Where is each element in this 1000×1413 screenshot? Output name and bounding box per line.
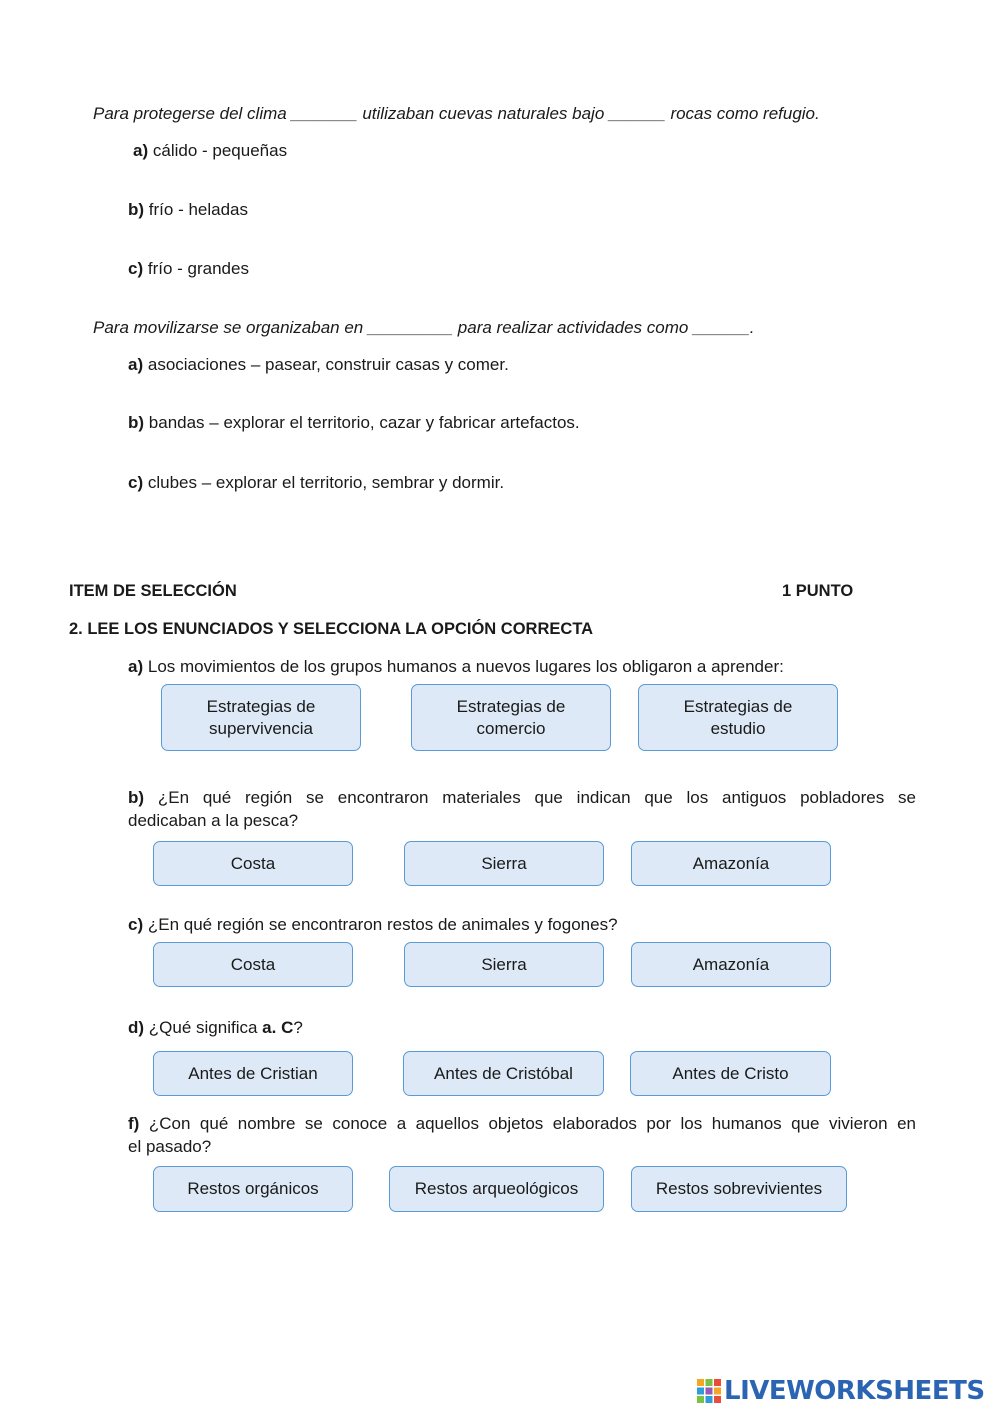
option-text: asociaciones – pasear, construir casas y comer. bbox=[147, 355, 509, 374]
option-text: frío - grandes bbox=[147, 259, 249, 278]
question-text: ¿Con qué nombre se conoce a aquellos objetos elaborados por los humanos que vivieron en bbox=[148, 1114, 917, 1133]
liveworksheets-logo bbox=[697, 1377, 985, 1405]
question-emphasis: a. C bbox=[262, 1018, 294, 1037]
liveworksheets-logo-icon bbox=[697, 1379, 721, 1403]
choice-sierra[interactable]: Sierra bbox=[404, 841, 604, 886]
option-b-climate[interactable] bbox=[128, 200, 248, 220]
option-text: clubes – explorar el territorio, sembrar y dormir. bbox=[147, 473, 505, 492]
question-text: Los movimientos de los grupos humanos a nuevos lugares los obligaron a aprender: bbox=[147, 657, 784, 676]
question-text-end: ? bbox=[293, 1018, 303, 1037]
question-letter: f) bbox=[128, 1114, 140, 1133]
option-c-climate[interactable] bbox=[128, 259, 249, 279]
question-climate: Para protegerse del clima _______ utilizaban cuevas naturales bajo ______ rocas como refugio. bbox=[93, 104, 820, 123]
option-text: frío - heladas bbox=[148, 200, 249, 219]
option-text: cálido - pequeñas bbox=[152, 141, 288, 160]
question-f-line1 bbox=[128, 1112, 916, 1135]
question-text: ¿En qué región se encontraron restos de animales y fogones? bbox=[147, 915, 618, 934]
choice-antes-de-cristobal[interactable]: Antes de Cristóbal bbox=[403, 1051, 604, 1096]
question-f-line2: el pasado? bbox=[128, 1137, 212, 1156]
choice-label: Estrategias de supervivencia bbox=[206, 696, 316, 738]
item-label: ITEM DE SELECCIÓN bbox=[69, 582, 237, 600]
question-c bbox=[128, 913, 618, 936]
choice-restos-sobrevivientes[interactable]: Restos sobrevivientes bbox=[631, 1166, 847, 1212]
question-letter: c) bbox=[128, 915, 144, 934]
question-d bbox=[128, 1016, 303, 1039]
section-instruction: 2. LEE LOS ENUNCIADOS Y SELECCIONA LA OPCIÓN CORRECTA bbox=[69, 620, 594, 638]
option-c-mobility[interactable] bbox=[128, 473, 504, 493]
question-b-line1 bbox=[128, 786, 916, 809]
option-letter: a) bbox=[133, 141, 149, 160]
option-letter: b) bbox=[128, 413, 145, 432]
choice-antes-de-cristian[interactable]: Antes de Cristian bbox=[153, 1051, 353, 1096]
question-mobility: Para movilizarse se organizaban en _________ para realizar actividades como ______. bbox=[93, 318, 755, 337]
choice-estrategias-estudio[interactable] bbox=[638, 684, 838, 751]
option-a-mobility[interactable] bbox=[128, 355, 509, 375]
question-text: ¿Qué significa bbox=[148, 1018, 263, 1037]
option-b-mobility[interactable] bbox=[128, 413, 580, 433]
question-letter: b) bbox=[128, 788, 145, 807]
question-text: ¿En qué región se encontraron materiales que indican que los antiguos pobladores se bbox=[157, 788, 916, 807]
choice-amazonia[interactable]: Amazonía bbox=[631, 841, 831, 886]
choice-restos-arqueologicos[interactable]: Restos arqueológicos bbox=[389, 1166, 604, 1212]
option-letter: a) bbox=[128, 355, 144, 374]
choice-sierra[interactable]: Sierra bbox=[404, 942, 604, 987]
points-label: 1 PUNTO bbox=[782, 582, 854, 600]
choice-amazonia[interactable]: Amazonía bbox=[631, 942, 831, 987]
choice-restos-organicos[interactable]: Restos orgánicos bbox=[153, 1166, 353, 1212]
question-a bbox=[128, 655, 784, 678]
choice-label: Estrategias de estudio bbox=[683, 696, 793, 738]
option-letter: b) bbox=[128, 200, 145, 219]
question-letter: a) bbox=[128, 657, 144, 676]
option-a-climate[interactable] bbox=[133, 141, 287, 161]
logo-text: LIVEWORKSHEETS bbox=[724, 1376, 985, 1406]
option-letter: c) bbox=[128, 259, 144, 278]
choice-label: Estrategias de comercio bbox=[456, 696, 566, 738]
choice-antes-de-cristo[interactable]: Antes de Cristo bbox=[630, 1051, 831, 1096]
option-text: bandas – explorar el territorio, cazar y fabricar artefactos. bbox=[148, 413, 580, 432]
choice-estrategias-comercio[interactable] bbox=[411, 684, 611, 751]
choice-estrategias-supervivencia[interactable] bbox=[161, 684, 361, 751]
question-letter: d) bbox=[128, 1018, 145, 1037]
question-b-line2: dedicaban a la pesca? bbox=[128, 811, 299, 830]
option-letter: c) bbox=[128, 473, 144, 492]
choice-costa[interactable]: Costa bbox=[153, 841, 353, 886]
choice-costa[interactable]: Costa bbox=[153, 942, 353, 987]
